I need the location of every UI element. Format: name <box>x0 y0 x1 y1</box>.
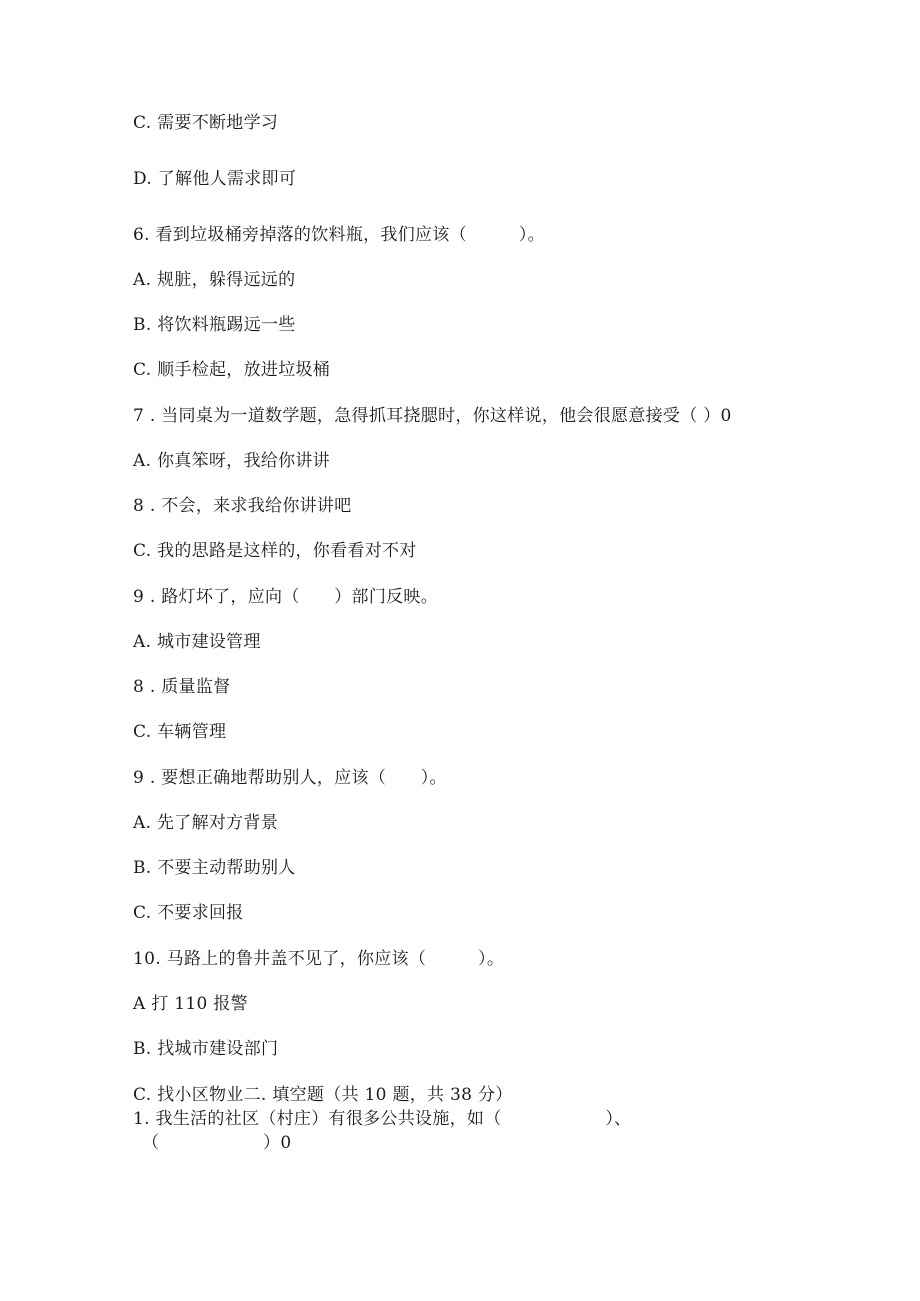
fill-question-1-continuation: （ ）0 <box>142 1133 292 1153</box>
option-6b: B. 将饮料瓶踢远一些 <box>133 315 296 335</box>
option-7a: A. 你真笨呀，我给你讲讲 <box>133 451 330 471</box>
question-9-help: 9 . 要想正确地帮助别人，应该（ ）。 <box>133 768 447 788</box>
question-7: 7 . 当同桌为一道数学题，急得抓耳挠腮时，你这样说，他会很愿意接受（ ）0 <box>133 406 732 426</box>
option-5c: C. 需要不断地学习 <box>133 113 279 133</box>
option-10c-section-heading: C. 找小区物业二. 填空题（共 10 题，共 38 分） <box>133 1085 513 1105</box>
option-6a: A. 规脏，躲得远远的 <box>133 270 296 290</box>
fill-question-1: 1. 我生活的社区（村庄）有很多公共设施，如（ ）、 <box>133 1109 632 1129</box>
option-10b: B. 找城市建设部门 <box>133 1039 279 1059</box>
option-c: C. 车辆管理 <box>133 722 227 742</box>
option-5d: D. 了解他人需求即可 <box>133 169 297 189</box>
option-10a: A 打 110 报警 <box>133 994 248 1014</box>
option-b: B. 不要主动帮助别人 <box>133 858 296 878</box>
question-10: 10. 马路上的鲁井盖不见了，你应该（ ）。 <box>133 949 505 969</box>
option-7c: C. 我的思路是这样的，你看看对不对 <box>133 541 417 561</box>
question-9-streetlight: 9 . 路灯坏了，应向（ ）部门反映。 <box>133 587 439 607</box>
option-c: C. 不要求回报 <box>133 903 244 923</box>
option-b: 8 . 质量监督 <box>133 677 231 697</box>
option-7b: 8 . 不会，来求我给你讲讲吧 <box>133 496 352 516</box>
question-6: 6. 看到垃圾桶旁掉落的饮料瓶，我们应该（ ）。 <box>133 225 545 245</box>
option-a: A. 先了解对方背景 <box>133 813 279 833</box>
option-a: A. 城市建设管理 <box>133 632 261 652</box>
option-6c: C. 顺手检起，放进垃圾桶 <box>133 360 331 380</box>
